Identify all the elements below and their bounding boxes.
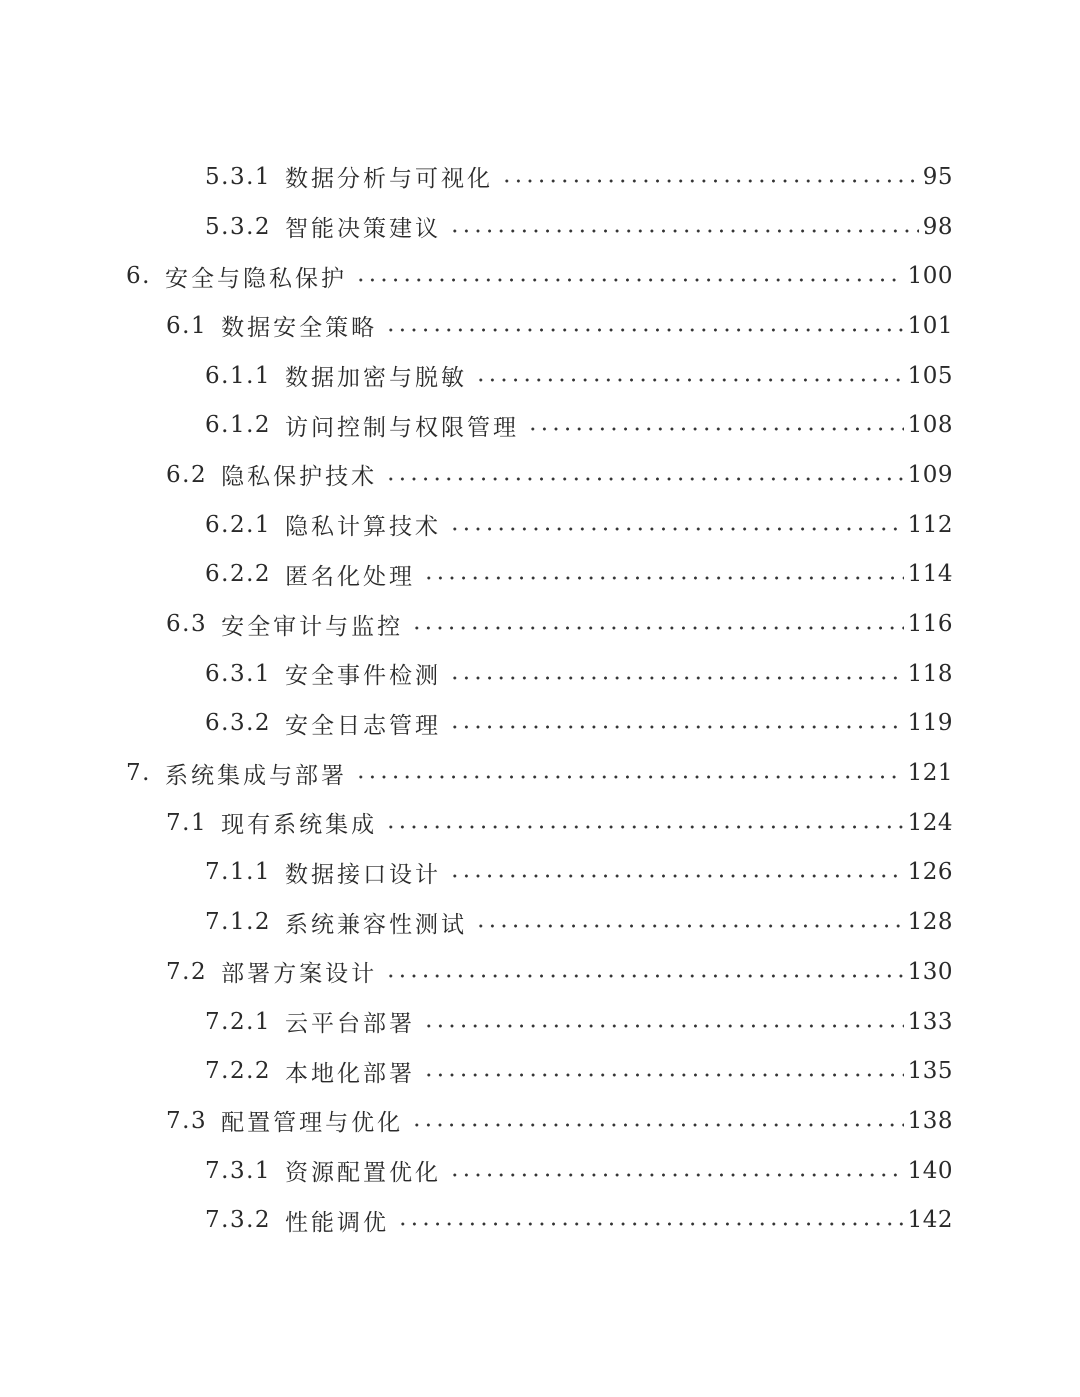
toc-entry-page-number: 133: [907, 1008, 953, 1035]
toc-entry-page-number: 142: [907, 1207, 953, 1234]
toc-dot-leader: [475, 378, 904, 382]
toc-entry-page-number: 126: [907, 859, 953, 886]
toc-entry-number: 6.3.2: [205, 710, 272, 737]
toc-entry-number: 7.2.2: [205, 1058, 272, 1085]
toc-entry-number: 6.2.1: [205, 511, 272, 538]
toc-entry-title: 安全与隐私保护: [164, 265, 347, 292]
toc-entry-title: 安全审计与监控: [221, 613, 404, 640]
toc-entry-page-number: 98: [922, 213, 953, 240]
toc-entry-title: 隐私计算技术: [285, 514, 442, 541]
table-of-contents: [0, 152, 1080, 1245]
toc-dot-leader: [385, 328, 904, 332]
toc-entry[interactable]: [0, 748, 1080, 798]
toc-dot-leader: [411, 1123, 904, 1127]
toc-entry-page-number: 112: [907, 511, 953, 538]
toc-entry-page-number: 101: [907, 312, 953, 339]
toc-entry-title: 性能调优: [285, 1209, 390, 1236]
toc-entry[interactable]: [0, 251, 1080, 301]
toc-entry-number: 7.3.2: [205, 1207, 272, 1234]
toc-entry[interactable]: [0, 1046, 1080, 1096]
toc-dot-leader: [385, 825, 904, 829]
toc-entry-title: 数据安全策略: [221, 315, 378, 342]
toc-entry[interactable]: [0, 301, 1080, 351]
toc-dot-leader: [397, 1222, 904, 1226]
toc-entry-page-number: 109: [907, 461, 953, 488]
toc-entry[interactable]: [0, 897, 1080, 947]
toc-entry[interactable]: [0, 202, 1080, 252]
toc-entry-title: 配置管理与优化: [221, 1110, 404, 1137]
toc-dot-leader: [449, 229, 919, 233]
toc-entry-page-number: 130: [907, 958, 953, 985]
toc-entry-title: 智能决策建议: [285, 216, 442, 243]
toc-entry[interactable]: [0, 1195, 1080, 1245]
toc-entry-title: 安全日志管理: [285, 712, 442, 739]
toc-entry-title: 资源配置优化: [285, 1160, 442, 1187]
toc-entry-number: 6.1.1: [205, 362, 272, 389]
toc-entry-number: 6.3.1: [205, 660, 272, 687]
toc-dot-leader: [449, 874, 904, 878]
toc-entry-number: 6.1.2: [205, 412, 272, 439]
toc-entry[interactable]: [0, 1146, 1080, 1196]
toc-dot-leader: [527, 427, 904, 431]
toc-entry[interactable]: [0, 450, 1080, 500]
toc-entry-page-number: 108: [907, 412, 953, 439]
toc-entry-title: 本地化部署: [285, 1060, 416, 1087]
toc-dot-leader: [423, 1073, 904, 1077]
toc-entry-page-number: 116: [907, 611, 953, 638]
toc-dot-leader: [411, 626, 904, 630]
toc-entry-page-number: 124: [907, 809, 953, 836]
toc-dot-leader: [423, 576, 904, 580]
toc-entry-number: 7.2: [166, 958, 208, 985]
toc-entry[interactable]: [0, 848, 1080, 898]
toc-entry[interactable]: [0, 1096, 1080, 1146]
toc-entry-page-number: 100: [907, 263, 953, 290]
toc-entry-title: 系统兼容性测试: [285, 911, 468, 938]
toc-entry-number: 7.1.2: [205, 909, 272, 936]
toc-entry-title: 系统集成与部署: [164, 762, 347, 789]
toc-entry-page-number: 95: [922, 163, 953, 190]
toc-entry[interactable]: [0, 947, 1080, 997]
toc-entry-number: 7.1.1: [205, 859, 272, 886]
toc-dot-leader: [475, 924, 904, 928]
toc-entry-page-number: 135: [907, 1058, 953, 1085]
toc-entry-number: 5.3.2: [205, 213, 272, 240]
toc-entry-title: 现有系统集成: [221, 812, 378, 839]
toc-entry-number: 6.2: [166, 461, 208, 488]
toc-entry-title: 数据加密与脱敏: [285, 365, 468, 392]
toc-entry[interactable]: [0, 649, 1080, 699]
toc-entry-number: 5.3.1: [205, 163, 272, 190]
toc-dot-leader: [449, 527, 904, 531]
toc-entry[interactable]: [0, 500, 1080, 550]
toc-entry-page-number: 105: [907, 362, 953, 389]
toc-entry-number: 6.1: [166, 312, 208, 339]
toc-entry-number: 6.3: [166, 611, 208, 638]
toc-entry-page-number: 119: [907, 710, 953, 737]
toc-entry[interactable]: [0, 400, 1080, 450]
toc-entry[interactable]: [0, 699, 1080, 749]
toc-entry-page-number: 140: [907, 1157, 953, 1184]
toc-entry-page-number: 118: [907, 660, 953, 687]
toc-entry-number: 7.1: [166, 809, 208, 836]
toc-dot-leader: [355, 278, 904, 282]
toc-dot-leader: [449, 676, 904, 680]
toc-entry-page-number: 121: [907, 760, 953, 787]
toc-entry[interactable]: [0, 997, 1080, 1047]
toc-entry[interactable]: [0, 351, 1080, 401]
toc-entry-title: 隐私保护技术: [221, 464, 378, 491]
toc-entry[interactable]: [0, 599, 1080, 649]
toc-entry-title: 数据接口设计: [285, 861, 442, 888]
toc-entry-title: 安全事件检测: [285, 663, 442, 690]
toc-dot-leader: [385, 477, 904, 481]
toc-entry-number: 7.2.1: [205, 1008, 272, 1035]
toc-dot-leader: [449, 1173, 904, 1177]
toc-entry-number: 7.3: [166, 1107, 208, 1134]
toc-entry-title: 访问控制与权限管理: [285, 414, 520, 441]
toc-entry-number: 7.: [126, 760, 151, 787]
toc-entry-number: 6.2.2: [205, 561, 272, 588]
toc-entry-page-number: 114: [907, 561, 953, 588]
toc-dot-leader: [385, 974, 904, 978]
toc-entry-title: 部署方案设计: [221, 961, 378, 988]
toc-entry-page-number: 128: [907, 909, 953, 936]
toc-entry-title: 云平台部署: [285, 1011, 416, 1038]
toc-entry-number: 7.3.1: [205, 1157, 272, 1184]
toc-dot-leader: [501, 179, 919, 183]
toc-entry[interactable]: [0, 550, 1080, 600]
toc-entry[interactable]: [0, 798, 1080, 848]
toc-entry-number: 6.: [126, 263, 151, 290]
toc-entry[interactable]: [0, 152, 1080, 202]
toc-dot-leader: [423, 1024, 904, 1028]
toc-dot-leader: [449, 725, 904, 729]
toc-entry-title: 数据分析与可视化: [285, 166, 494, 193]
toc-entry-title: 匿名化处理: [285, 563, 416, 590]
toc-entry-page-number: 138: [907, 1107, 953, 1134]
toc-dot-leader: [355, 775, 904, 779]
